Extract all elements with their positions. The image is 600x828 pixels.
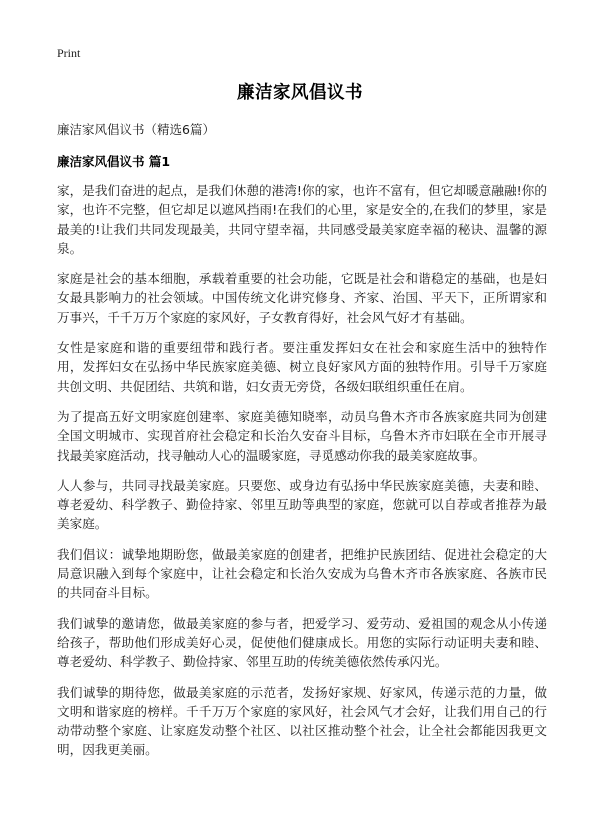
page-title: 廉洁家风倡议书 <box>237 83 363 103</box>
body-paragraph: 我们诚挚的期待您，做最美家庭的示范者，发扬好家规、好家风，传递示范的力量，做文明和谐家庭的榜样。千千万万个家庭的家风好，社会风气才会好，让我们用自己的行动带动整个家庭、让家庭发动整个社区、以社区推动整个社会，让全社会都能因我更文明，因我更美丽。 <box>57 684 547 758</box>
body-paragraph: 家，是我们奋进的起点，是我们休憩的港湾!你的家，也许不富有，但它却暖意融融!你的家，也许不完整，但它却足以遮风挡雨!在我们的心里，家是安全的,在我们的梦里，家是最美的!让我们共同发现最美，共同守望幸福，共同感受最美家庭幸福的秘诀、温馨的源泉。 <box>57 183 547 256</box>
body-paragraph: 我们倡议：诚挚地期盼您，做最美家庭的创建者，把维护民族团结、促进社会稳定的大局意识融入到每个家庭中，让社会稳定和长治久安成为乌鲁木齐市各族家庭、各族市民的共同奋斗目标。 <box>57 546 547 601</box>
body-paragraph: 家庭是社会的基本细胞，承载着重要的社会功能，它既是社会和谐稳定的基础，也是妇女最具影响力的社会领域。中国传统文化讲究修身、齐家、治国、平天下，正所谓家和万事兴，千千万万个家庭的家风好，子女教育得好，社会风气好才有基础。 <box>57 271 547 325</box>
section-heading: 廉洁家风倡议书 篇1 <box>57 154 171 169</box>
body-paragraph: 为了提高五好文明家庭创建率、家庭美德知晓率，动员乌鲁木齐市各族家庭共同为创建全国文明城市、实现首府社会稳定和长治久安奋斗目标，乌鲁木齐市妇联在全市开展寻找最美家庭活动，找寻触动人心的温暖家庭，寻觅感动你我的最美家庭故事。 <box>57 408 547 463</box>
body-paragraph: 我们诚挚的邀请您，做最美家庭的参与者，把爱学习、爱劳动、爱祖国的观念从小传递给孩子，帮助他们形成美好心灵，促使他们健康成长。用您的实际行动证明夫妻和睦、尊老爱幼、科学教子、勤俭持家、邻里互助的传统美德依然传承闪光。 <box>57 615 547 670</box>
print-label: Print <box>57 46 81 60</box>
body-paragraph: 女性是家庭和谐的重要纽带和践行者。要注重发挥妇女在社会和家庭生活中的独特作用，发挥妇女在弘扬中华民族家庭美德、树立良好家风方面的独特作用。引导千万家庭共创文明、共促团结、共筑和谐，妇女责无旁贷，各级妇联组织重任在肩。 <box>57 340 547 394</box>
body-paragraph: 人人参与，共同寻找最美家庭。只要您、或身边有弘扬中华民族家庭美德，夫妻和睦、尊老爱幼、科学教子、勤俭持家、邻里互助等典型的家庭，您就可以自荐或者推荐为最美家庭。 <box>57 477 547 532</box>
document-subtitle: 廉洁家风倡议书（精选6篇） <box>57 122 215 137</box>
document-body <box>57 181 547 771</box>
